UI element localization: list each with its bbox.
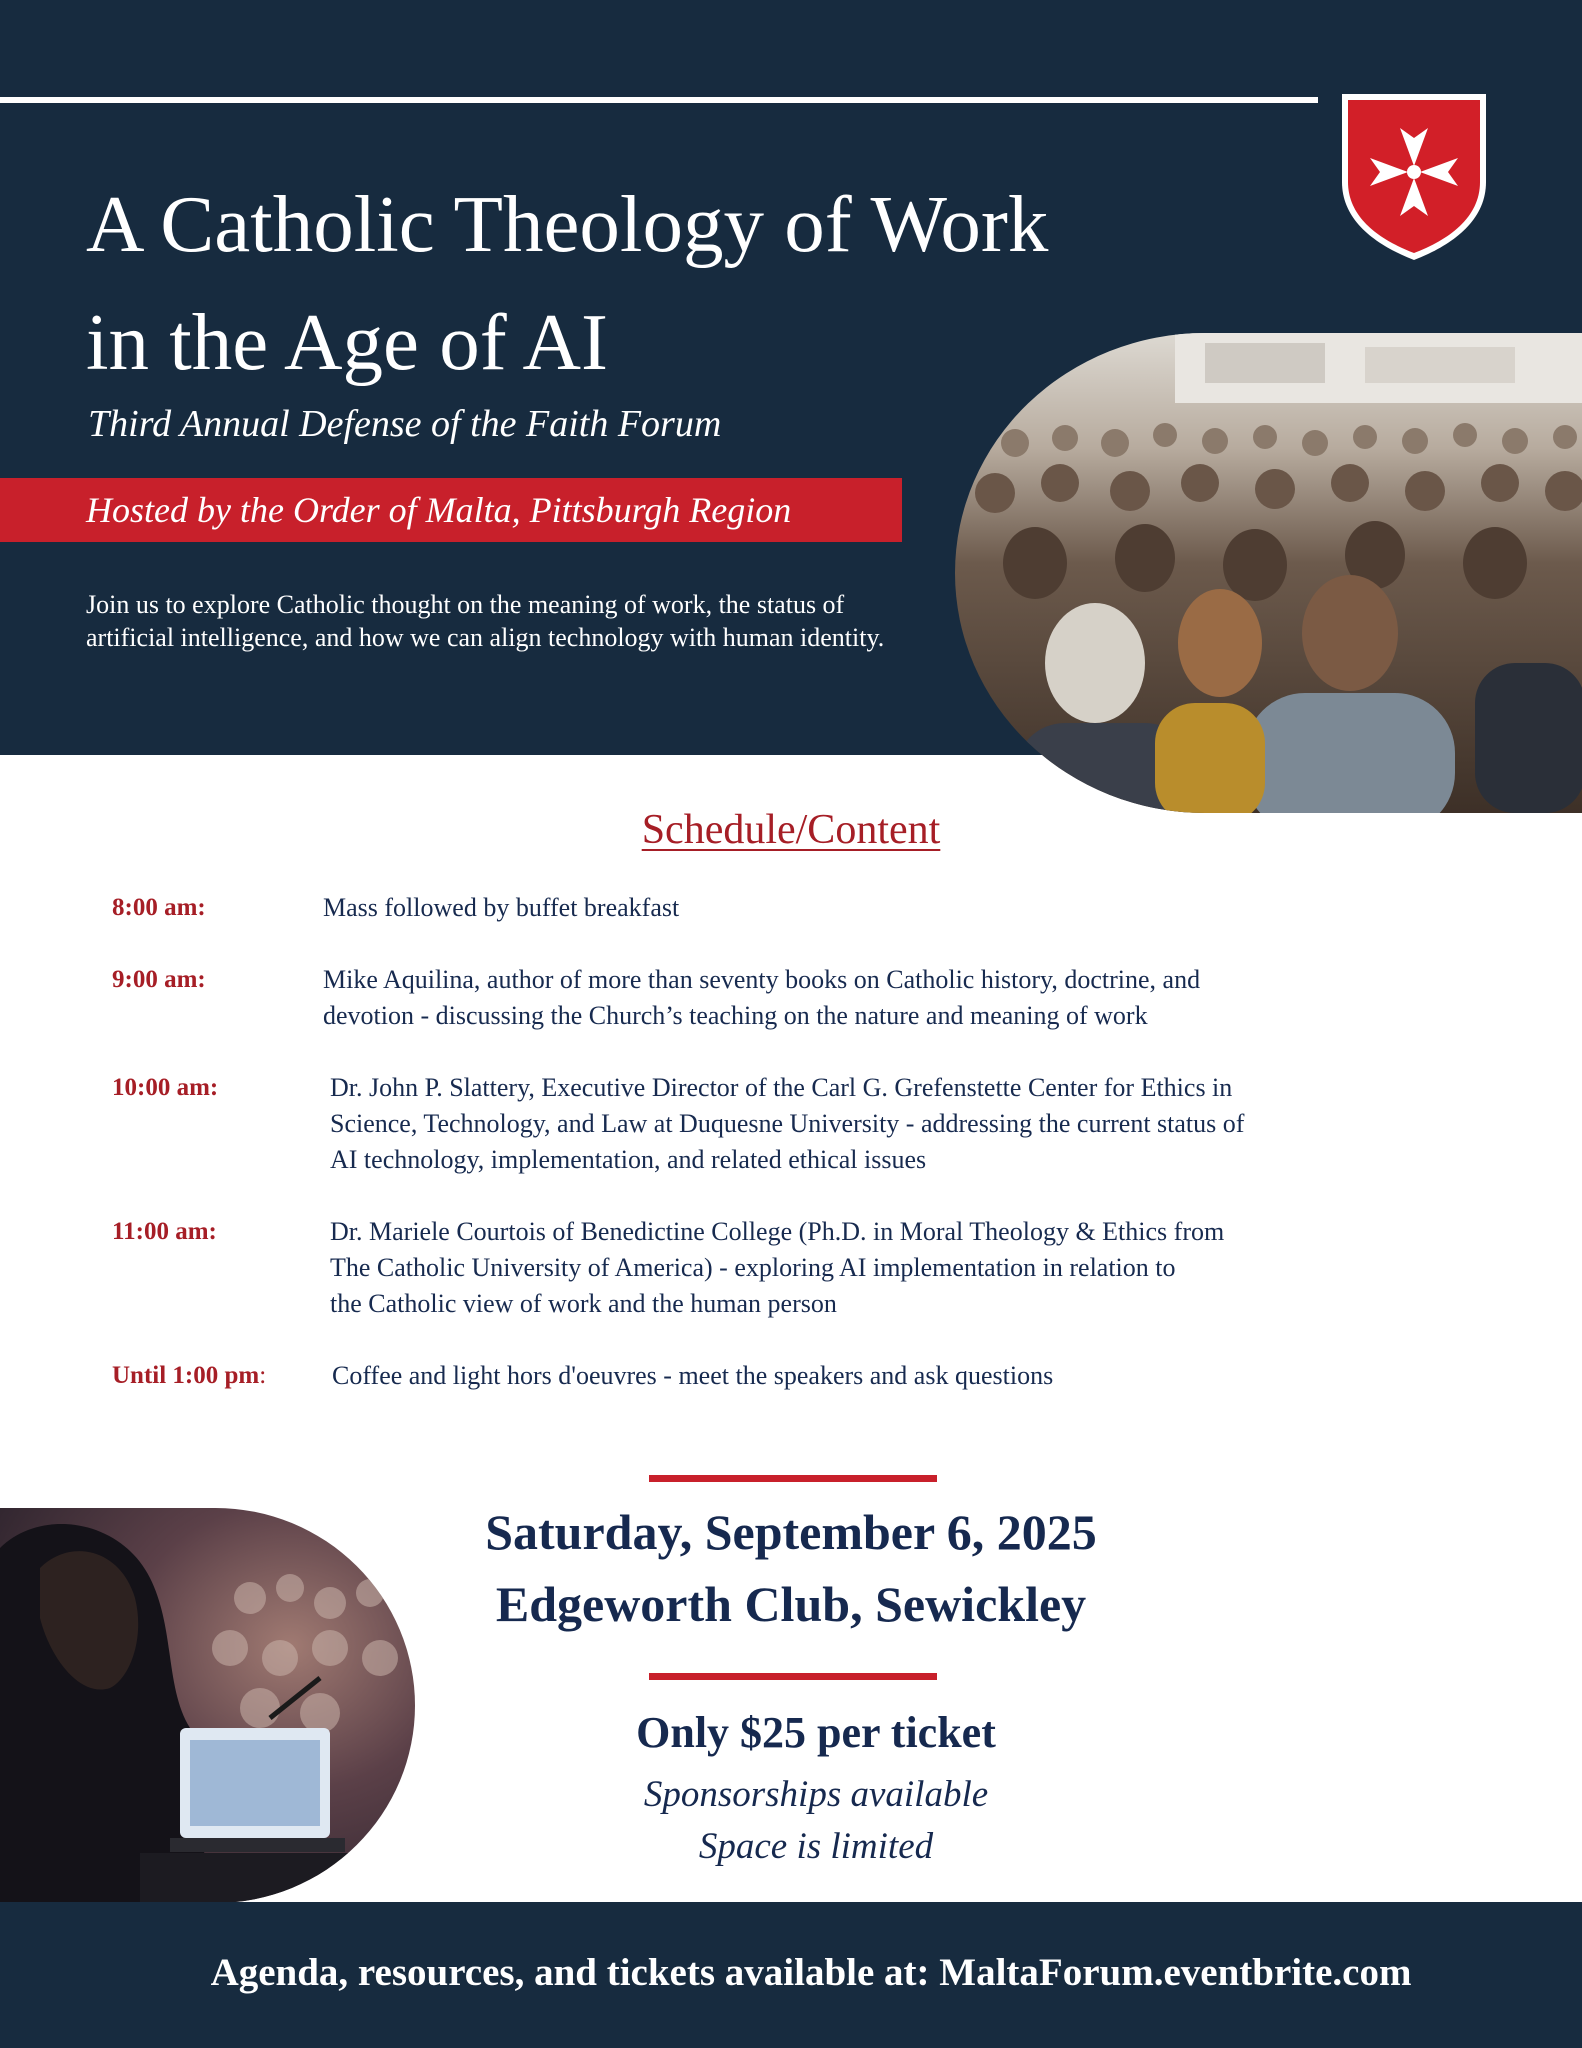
schedule-line: Dr. Mariele Courtois of Benedictine College (Ph.D. in Moral Theology & Ethics from [330,1217,1225,1246]
audience-illustration [955,333,1582,813]
schedule-line: Mass followed by buffet breakfast [323,893,680,922]
event-subtitle: Third Annual Defense of the Faith Forum [88,403,722,445]
schedule-item [330,1214,1224,1322]
schedule-item [332,1358,1053,1394]
sponsorship-note: Sponsorships available [643,1774,989,1815]
schedule-line: Mike Aquilina, author of more than seventy books on Catholic history, doctrine, and [323,965,1201,994]
audience-photo [955,333,1582,813]
maltese-cross-shield-icon [1338,90,1490,262]
schedule-title: Schedule/Content [641,807,941,853]
schedule-line: The Catholic University of America) - exploring AI implementation in relation to [330,1253,1176,1282]
header-top-rule [0,97,1318,103]
schedule-item [330,1070,1244,1178]
space-note: Space is limited [698,1826,934,1867]
host-text: Hosted by the Order of Malta, Pittsburgh Region [86,490,792,530]
intro-text: Join us to explore Catholic thought on the meaning of work, the status of artificial intelligence, and how we can align technology with human identity. [86,590,885,652]
title-line-2: in the Age of AI [86,297,608,387]
schedule-time: 10:00 am: [112,1074,219,1101]
event-venue: Edgeworth Club, Sewickley [495,1576,1087,1632]
title-line-1: A Catholic Theology of Work [86,179,1049,269]
divider-bottom [649,1673,937,1680]
schedule-time: 9:00 am: [112,966,206,993]
schedule-time-label: Until 1:00 pm [112,1362,260,1389]
schedule-line: Coffee and light hors d'oeuvres - meet the speakers and ask questions [332,1361,1054,1390]
footer-text: Agenda, resources, and tickets available at: MaltaForum.eventbrite.com [210,1951,1412,1994]
schedule-line: Science, Technology, and Law at Duquesne University - addressing the current status of [330,1109,1245,1138]
schedule-item [323,962,1200,1034]
event-date: Saturday, September 6, 2025 [485,1504,1097,1560]
schedule-item [323,890,679,926]
schedule-time: 11:00 am: [112,1218,217,1245]
divider-top [649,1475,937,1482]
ticket-price: Only $25 per ticket [636,1708,996,1757]
schedule-line: the Catholic view of work and the human person [330,1289,837,1318]
schedule-line: devotion - discussing the Church’s teaching on the nature and meaning of work [323,1001,1148,1030]
schedule-time-colon: : [259,1362,267,1389]
schedule-line: AI technology, implementation, and related ethical issues [330,1145,927,1174]
schedule-time [112,1358,266,1394]
schedule-line: Dr. John P. Slattery, Executive Director of the Carl G. Grefenstette Center for Ethics in [330,1073,1233,1102]
schedule-time: 8:00 am: [112,894,206,921]
